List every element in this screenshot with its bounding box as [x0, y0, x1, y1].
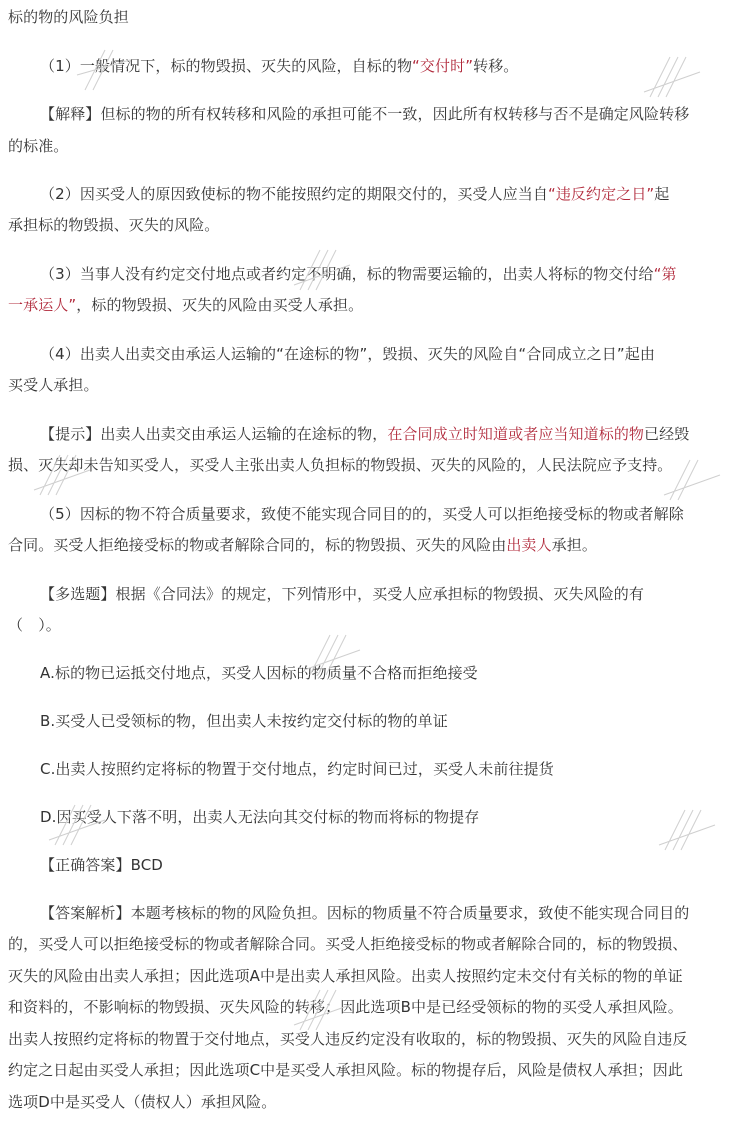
highlight-text: “违反约定之日” — [547, 185, 655, 203]
section-title: 标的物的风险负担 — [8, 8, 129, 26]
analysis-line-2: 的，买受人可以拒绝接受标的物或者解除合同。买受人拒绝接受标的物或者解除合同的，标的物毁损、 — [8, 935, 688, 953]
tip-line-1: 【提示】出卖人出卖交由承运人运输的在途标的物，在合同成立时知道或者应当知道标的物已经毁 — [40, 425, 690, 443]
analysis-line-4: 和资料的，不影响标的物毁损、灭失风险的转移；因此选项B中是已经受领标的物的买受人承担风险。 — [8, 998, 683, 1016]
explanation-line-1: 【解释】但标的物的所有权转移和风险的承担可能不一致，因此所有权转移与否不是确定风险转移 — [40, 105, 690, 123]
highlight-text: “第 — [653, 265, 677, 283]
analysis-line-5: 出卖人按照约定将标的物置于交付地点，买受人违反约定没有收取的，标的物毁损、灭失的风险自违反 — [8, 1030, 688, 1048]
highlight-text: 出卖人 — [506, 536, 552, 554]
highlight-text: 在合同成立时知道或者应当知道标的物 — [387, 425, 645, 443]
highlight-text: “交付时” — [412, 57, 474, 75]
paragraph-4-line-1: （4）出卖人出卖交由承运人运输的“在途标的物”，毁损、灭失的风险自“合同成立之日”起由 — [40, 345, 655, 363]
paragraph-2-line-1: （2）因买受人的原因致使标的物不能按照约定的期限交付的，买受人应当自“违反约定之日”起 — [40, 185, 670, 203]
analysis-line-7: 选项D中是买受人（债权人）承担风险。 — [8, 1093, 277, 1111]
tip-line-2: 损、灭失却未告知买受人，买受人主张出卖人负担标的物毁损、灭失的风险的，人民法院应予支持。 — [8, 456, 673, 474]
paragraph-4-line-2: 买受人承担。 — [8, 376, 99, 394]
question-line-2: （ ）。 — [8, 616, 61, 634]
analysis-line-1: 【答案解析】本题考核标的物的风险负担。因标的物质量不符合质量要求，致使不能实现合同目的 — [40, 904, 690, 922]
paragraph-3-line-2: 一承运人”，标的物毁损、灭失的风险由买受人承担。 — [8, 296, 364, 314]
paragraph-5-line-1: （5）因标的物不符合质量要求，致使不能实现合同目的的，买受人可以拒绝接受标的物或者解除 — [40, 505, 684, 523]
paragraph-1: （1）一般情况下，标的物毁损、灭失的风险，自标的物“交付时”转移。 — [40, 57, 519, 75]
paragraph-2-line-2: 承担标的物毁损、灭失的风险。 — [8, 216, 220, 234]
correct-answer: 【正确答案】BCD — [40, 856, 163, 874]
question-line-1: 【多选题】根据《合同法》的规定，下列情形中，买受人应承担标的物毁损、灭失风险的有 — [40, 585, 645, 603]
option-c: C.出卖人按照约定将标的物置于交付地点，约定时间已过，买受人未前往提货 — [40, 760, 554, 778]
option-b: B.买受人已受领标的物，但出卖人未按约定交付标的物的单证 — [40, 712, 448, 730]
paragraph-3-line-1: （3）当事人没有约定交付地点或者约定不明确，标的物需要运输的，出卖人将标的物交付给“第 — [40, 265, 677, 283]
highlight-text: 一承运人” — [8, 296, 77, 314]
analysis-line-6: 约定之日起由买受人承担；因此选项C中是买受人承担风险。标的物提存后，风险是债权人承担；因此 — [8, 1061, 683, 1079]
paragraph-5-line-2: 合同。买受人拒绝接受标的物或者解除合同的，标的物毁损、灭失的风险由出卖人承担。 — [8, 536, 597, 554]
analysis-line-3: 灭失的风险由出卖人承担；因此选项A中是出卖人承担风险。出卖人按照约定未交付有关标的物的单证 — [8, 967, 683, 985]
option-a: A.标的物已运抵交付地点，买受人因标的物质量不合格而拒绝接受 — [40, 664, 478, 682]
option-d: D.因买受人下落不明，出卖人无法向其交付标的物而将标的物提存 — [40, 808, 480, 826]
explanation-line-2: 的标准。 — [8, 137, 69, 155]
